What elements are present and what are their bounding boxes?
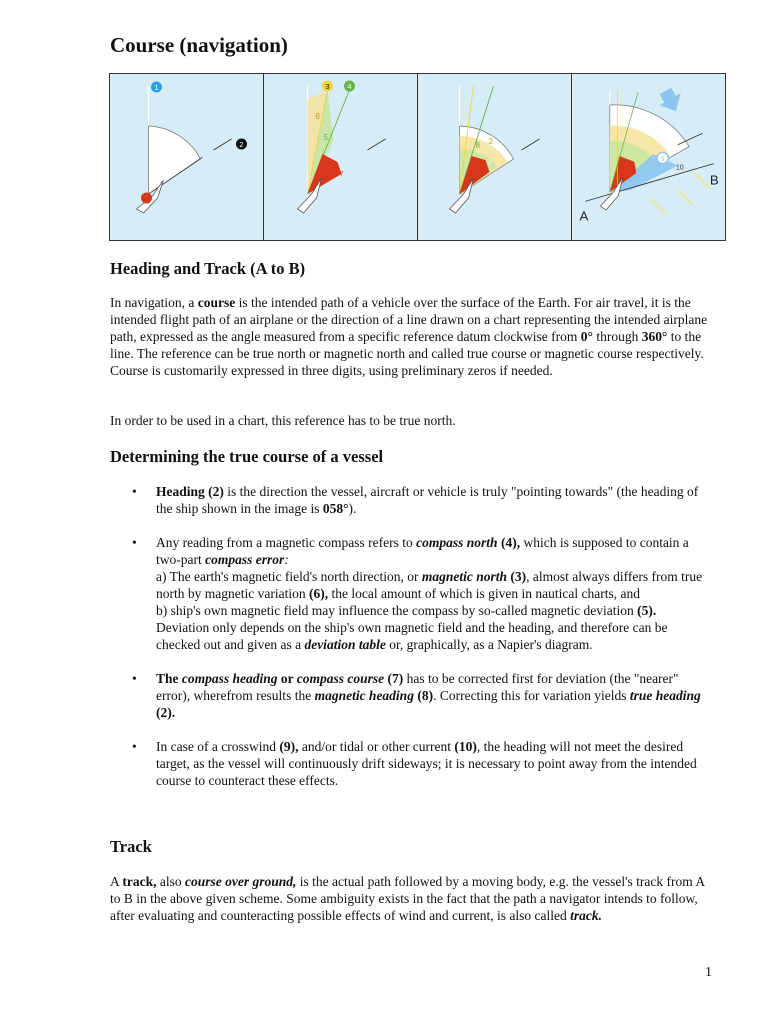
wind-arrow-icon [655, 85, 688, 117]
heading-extension [368, 139, 386, 150]
bullet-compass-error: • Any reading from a magnetic compass refers to compass north (4), which is supposed to contain a two-part compass error: a) The earth's magnetic field's north direction, or magnetic north (3), almost always differs from true north by magnetic variation (6), the local amount of which is given in nautical charts, and b) ship's own magnetic field may influence the compass by so-called magnetic deviation (5). Deviation only depends on the ship's own magnetic field and the heading, and therefore can be checked out and given as a deviation table or, graphically, as a Napier's diagram. [110, 534, 710, 653]
label-5: 5 [323, 133, 328, 142]
vessel-marker [141, 193, 152, 204]
label-4: 4 [347, 82, 352, 91]
label-1: 1 [154, 83, 159, 92]
current-stripe-2 [678, 190, 693, 205]
label-7: 7 [339, 171, 344, 178]
panel-4-svg [572, 74, 725, 240]
course-definition-paragraph: In navigation, a course is the intended path of a vehicle over the surface of the Earth. For air travel, it is the intended flight path of an airplane or the direction of a line drawn on a chart representing the intended airplane path, expressed as the angle measured from a specific reference datum clockwise from 0° through 360° to the line. The reference can be true north or magnetic north and called true course or magnetic course respectively. Course is customarily expressed in three digits, using preliminary zeros if needed. [110, 295, 708, 378]
label-2-panel-3: 2 [488, 137, 493, 146]
determining-true-course-heading: Determining the true course of a vessel [110, 447, 384, 466]
label-7-panel-3: 7 [487, 161, 492, 168]
bullet-crosswind: • In case of a crosswind (9), and/or tidal or other current (10), the heading will not meet the desired target, as the vessel will continuously drift sideways; it is necessary to point away from the intended course to counteract these effects. [110, 738, 710, 789]
bullet-compass-heading: • The compass heading or compass course (7) has to be corrected first for deviation (the "nearer" error), wherefrom results the magnetic heading (8). Correcting this for variation yields true heading (2). [110, 670, 710, 721]
point-b-label: B [709, 172, 719, 188]
heading-and-track-heading: Heading and Track (A to B) [110, 259, 306, 278]
label-6: 6 [315, 112, 320, 121]
label-3: 3 [325, 82, 330, 91]
heading-extension [522, 139, 540, 150]
label-2: 2 [239, 140, 244, 149]
point-a-label: A [579, 208, 589, 224]
panel-1-svg [110, 74, 263, 240]
true-north-paragraph: In order to be used in a chart, this reference has to be true north. [110, 413, 456, 428]
panel-2-svg [264, 74, 417, 240]
label-9: 9 [660, 155, 665, 163]
label-8: 8 [475, 141, 480, 150]
determining-bullet-list [110, 483, 710, 789]
page-title: Course (navigation) [110, 33, 288, 57]
label-10: 10 [675, 163, 684, 172]
current-stripe-3 [651, 200, 666, 215]
heading-extension [214, 139, 232, 150]
diagram-panel-3 [418, 74, 572, 240]
compass-sector [149, 126, 201, 194]
page-number: 1 [705, 965, 712, 980]
track-heading: Track [110, 837, 152, 856]
diagram-panel-2 [264, 74, 418, 240]
diagram-panel-1 [110, 74, 264, 240]
panel-3-svg [418, 74, 571, 240]
track-paragraph: A track, also course over ground, is the actual path followed by a moving body, e.g. the vessel's track from A to B in the above given scheme. Some ambiguity exists in the fact that the path a navigator intends to follow, after evaluating and counteracting possible effects of wind and current, is also called track. [110, 874, 705, 923]
bullet-heading: • Heading (2) is the direction the vessel, aircraft or vehicle is truly "pointing towards" (the heading of the ship shown in the image is 058°). [110, 483, 710, 517]
diagram-panel-4 [572, 74, 725, 240]
navigation-diagram-figure [109, 73, 726, 241]
current-stripe-1 [695, 173, 710, 188]
